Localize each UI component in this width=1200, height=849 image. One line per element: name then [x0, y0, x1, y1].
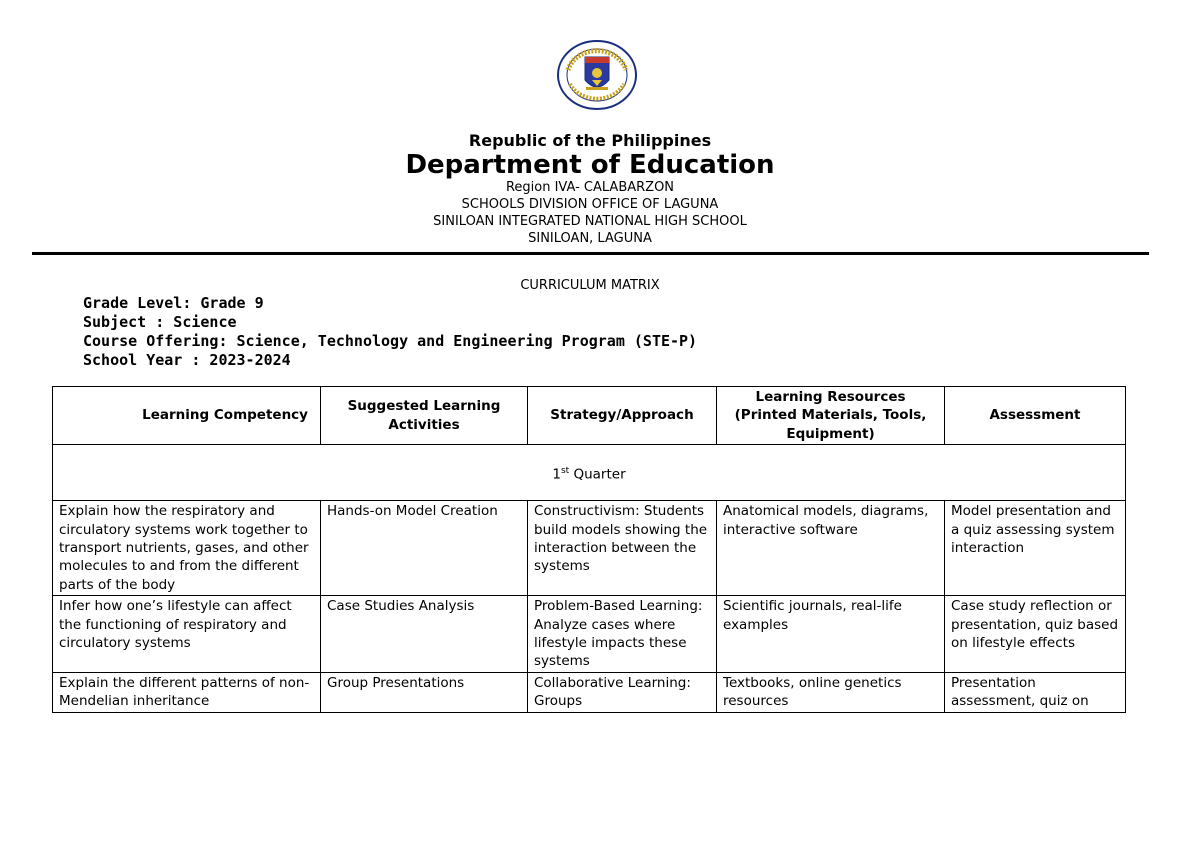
cell-activities: Case Studies Analysis [321, 596, 528, 673]
cell-assessment: Case study reflection or presentation, quiz based on lifestyle effects [945, 596, 1126, 673]
grade-level: Grade Level: Grade 9 [83, 294, 264, 312]
deped-seal-logo [556, 40, 638, 110]
cell-strategy: Problem-Based Learning: Analyze cases where lifestyle impacts these systems [528, 596, 717, 673]
cell-assessment: Presentation assessment, quiz on [945, 672, 1126, 712]
table-row [53, 501, 1126, 596]
location-line: SINILOAN, LAGUNA [528, 231, 652, 246]
cell-resources: Textbooks, online genetics resources [717, 672, 945, 712]
cell-activities: Hands-on Model Creation [321, 501, 528, 596]
table-header-row [53, 387, 1126, 445]
cell-competency: Infer how one’s lifestyle can affect the functioning of respiratory and circulatory systems [53, 596, 321, 673]
document-title: CURRICULUM MATRIX [520, 278, 660, 293]
cell-activities: Group Presentations [321, 672, 528, 712]
header-divider [32, 252, 1149, 255]
col-header-competency: Learning Competency [53, 387, 321, 445]
cell-resources: Anatomical models, diagrams, interactive software [717, 501, 945, 596]
cell-resources: Scientific journals, real-life examples [717, 596, 945, 673]
quarter-number: 1 [552, 466, 561, 483]
quarter-label [53, 445, 1126, 501]
department-heading: Department of Education [405, 150, 775, 180]
table-row [53, 596, 1126, 673]
quarter-text: Quarter [569, 466, 626, 483]
col-header-strategy: Strategy/Approach [528, 387, 717, 445]
col-header-activities: Suggested Learning Activities [321, 387, 528, 445]
quarter-suffix: st [560, 465, 570, 476]
cell-assessment: Model presentation and a quiz assessing system interaction [945, 501, 1126, 596]
col-header-resources: Learning Resources (Printed Materials, Tools, Equipment) [717, 387, 945, 445]
curriculum-matrix-table [52, 386, 1126, 713]
cell-competency: Explain how the respiratory and circulatory systems work together to transport nutrients, gases, and other molecules to and from the different parts of the body [53, 501, 321, 596]
republic-heading: Republic of the Philippines [468, 131, 712, 150]
course-meta [83, 294, 697, 370]
course-offering: Course Offering: Science, Technology and Engineering Program (STE-P) [83, 332, 698, 350]
school-year: School Year : 2023-2024 [83, 351, 291, 369]
table-row [53, 672, 1126, 712]
division-line: SCHOOLS DIVISION OFFICE OF LAGUNA [461, 197, 719, 212]
school-line: SINILOAN INTEGRATED NATIONAL HIGH SCHOOL [433, 214, 747, 229]
quarter-row [53, 445, 1126, 501]
cell-competency: Explain the different patterns of non-Mendelian inheritance [53, 672, 321, 712]
cell-strategy: Constructivism: Students build models showing the interaction between the systems [528, 501, 717, 596]
col-header-assessment: Assessment [945, 387, 1126, 445]
cell-strategy: Collaborative Learning: Groups [528, 672, 717, 712]
subject: Subject : Science [83, 313, 237, 331]
region-line: Region IVA- CALABARZON [505, 180, 675, 195]
